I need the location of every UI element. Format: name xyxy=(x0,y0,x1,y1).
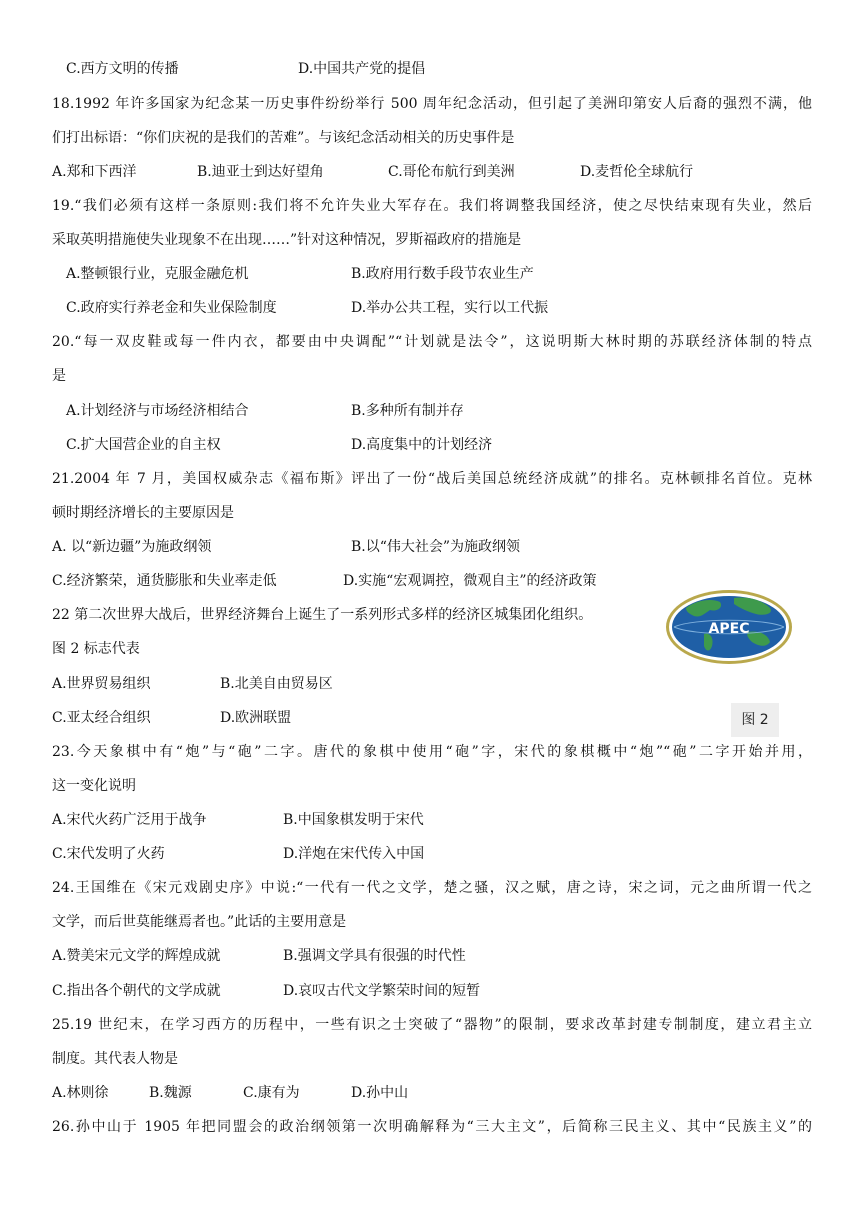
q25-stem-line2: 制度。其代表人物是 xyxy=(52,1051,178,1067)
q24-stem-line1: 24.王国维在《宋元戏剧史序》中说:“一代有一代之文学，楚之骚，汉之赋，唐之诗，宋之词，元之曲所谓一代之 xyxy=(52,880,812,896)
q24-option-d: D.哀叹古代文学繁荣时间的短暂 xyxy=(283,983,481,999)
q24-option-a: A.赞美宋元文学的辉煌成就 xyxy=(52,948,221,964)
figure-caption: 图 2 xyxy=(731,703,779,737)
q22-option-d: D.欧洲联盟 xyxy=(220,710,292,726)
q21-option-d: D.实施“宏观调控，微观自主”的经济政策 xyxy=(343,573,597,589)
q20-option-a: A.计划经济与市场经济相结合 xyxy=(66,403,249,419)
apec-logo xyxy=(664,588,794,666)
q19-stem-line1: 19.“我们必须有这样一条原则:我们将不允许失业大军存在。我们将调整我国经济，使之尽快结束现有失业，然后 xyxy=(52,198,812,214)
q19-stem-line2: 采取英明措施使失业现象不在出现……”针对这种情况，罗斯福政府的措施是 xyxy=(52,232,522,248)
q20-stem-line1: 20.“每一双皮鞋或每一件内衣，都要由中央调配”“计划就是法令”，这说明斯大林时期的苏联经济体制的特点 xyxy=(52,334,812,350)
q21-stem-line1: 21.2004 年 7 月，美国权威杂志《福布斯》评出了一份“战后美国总统经济成就”的排名。克林顿排名首位。克林 xyxy=(52,471,812,487)
apec-logo-text: APEC xyxy=(708,621,750,637)
q21-option-b: B.以“伟大社会”为施政纲领 xyxy=(351,539,521,555)
q18-option-d: D.麦哲伦全球航行 xyxy=(580,164,694,180)
q23-option-a: A.宋代火药广泛用于战争 xyxy=(52,812,207,828)
q22-option-a: A.世界贸易组织 xyxy=(52,676,151,692)
q25-option-c: C.康有为 xyxy=(243,1085,300,1101)
q18-stem-line1: 18.1992 年许多国家为纪念某一历史事件纷纷举行 500 周年纪念活动，但引起了美洲印第安人后裔的强烈不满，他 xyxy=(52,96,812,112)
q17-option-c: C.西方文明的传播 xyxy=(66,61,179,77)
q19-option-d: D.举办公共工程，实行以工代振 xyxy=(351,300,549,316)
q17-option-d: D.中国共产党的提倡 xyxy=(298,61,426,77)
q18-option-a: A.郑和下西洋 xyxy=(52,164,137,180)
q20-option-d: D.高度集中的计划经济 xyxy=(351,437,493,453)
q20-stem-line2: 是 xyxy=(52,368,66,384)
q20-option-b: B.多种所有制并存 xyxy=(351,403,464,419)
q23-stem-line2: 这一变化说明 xyxy=(52,778,136,794)
q21-option-a: A. 以“新边疆”为施政纲领 xyxy=(52,539,212,555)
q24-option-b: B.强调文学具有很强的时代性 xyxy=(283,948,466,964)
q18-option-c: C.哥伦布航行到美洲 xyxy=(388,164,515,180)
q22-stem-line1: 22 第二次世界大战后，世界经济舞台上诞生了一系列形式多样的经济区城集团化组织。 xyxy=(52,607,593,623)
q25-option-d: D.孙中山 xyxy=(351,1085,409,1101)
q23-stem-line1: 23.今天象棋中有“炮”与“砲”二字。唐代的象棋中使用“砲”字，宋代的象棋概中“炮”“砲”二字开始并用， xyxy=(52,744,812,760)
q25-stem-line1: 25.19 世纪末，在学习西方的历程中，一些有识之士突破了“器物”的限制，要求改革封建专制制度，建立君主立 xyxy=(52,1017,812,1033)
q22-stem-line2: 图 2 标志代表 xyxy=(52,641,140,657)
apec-globe-icon xyxy=(664,588,794,666)
q21-stem-line2: 顿时期经济增长的主要原因是 xyxy=(52,505,234,521)
q18-stem-line2: 们打出标语：“你们庆祝的是我们的苦难”。与该纪念活动相关的历史事件是 xyxy=(52,130,515,146)
q26-stem-line1: 26.孙中山于 1905 年把同盟会的政治纲领第一次明确解释为“三大主文”，后简称三民主义、其中“民族主义”的 xyxy=(52,1119,812,1135)
q20-option-c: C.扩大国营企业的自主权 xyxy=(66,437,221,453)
q24-option-c: C.指出各个朝代的文学成就 xyxy=(52,983,221,999)
q23-option-b: B.中国象棋发明于宋代 xyxy=(283,812,424,828)
q25-option-a: A.林则徐 xyxy=(52,1085,109,1101)
q21-option-c: C.经济繁荣，通货膨胀和失业率走低 xyxy=(52,573,277,589)
q22-option-c: C.亚太经合组织 xyxy=(52,710,151,726)
q19-option-a: A.整顿银行业，克服金融危机 xyxy=(66,266,249,282)
q25-option-b: B.魏源 xyxy=(149,1085,192,1101)
q19-option-c: C.政府实行养老金和失业保险制度 xyxy=(66,300,277,316)
q19-option-b: B.政府用行数手段节农业生产 xyxy=(351,266,534,282)
q22-option-b: B.北美自由贸易区 xyxy=(220,676,333,692)
q23-option-d: D.洋炮在宋代传入中国 xyxy=(283,846,425,862)
q23-option-c: C.宋代发明了火药 xyxy=(52,846,165,862)
q24-stem-line2: 文学，而后世莫能继焉者也。”此话的主要用意是 xyxy=(52,914,347,930)
q18-option-b: B.迪亚士到达好望角 xyxy=(197,164,324,180)
